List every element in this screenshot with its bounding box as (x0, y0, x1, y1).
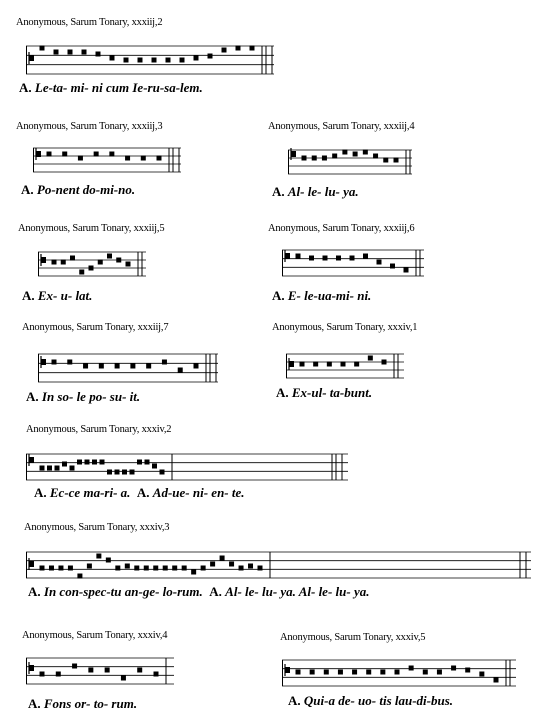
chant-lyrics: A. Qui-a de- uo- tis lau-di-bus. (288, 693, 454, 708)
neume-note (70, 256, 75, 261)
chant-heading: Anonymous, Sarum Tonary, xxxiij,6 (268, 223, 415, 234)
neume-note (182, 566, 187, 571)
neume-note (296, 670, 301, 675)
neume-note (208, 54, 213, 59)
neume-note (404, 268, 409, 273)
neume-note (62, 152, 67, 157)
clef-mark (285, 253, 290, 259)
neume-note (338, 670, 343, 675)
neume-note (236, 46, 241, 51)
neume-note (106, 558, 111, 563)
neume-note (296, 254, 301, 259)
music-staff (38, 352, 218, 384)
chant-lyrics: A. Ex- u- lat. (22, 288, 93, 303)
music-staff (282, 248, 424, 278)
neume-note (300, 362, 305, 367)
chant-heading: Anonymous, Sarum Tonary, xxxiv,5 (280, 632, 426, 643)
neume-note (92, 460, 97, 465)
chant-lyrics: A. Fons or- to- rum. (28, 696, 138, 711)
neume-note (153, 566, 158, 571)
neume-note (191, 570, 196, 575)
chant-heading: Anonymous, Sarum Tonary, xxxiij,3 (16, 121, 163, 132)
neume-note (394, 158, 399, 163)
neume-note (380, 670, 385, 675)
chant-heading: Anonymous, Sarum Tonary, xxxiij,4 (268, 121, 415, 132)
chant-lyrics: A. In so- le po- su- it. (26, 389, 141, 404)
neume-note (96, 52, 101, 57)
neume-note (494, 678, 499, 683)
clef-mark (29, 561, 34, 567)
neume-note (107, 254, 112, 259)
neume-note (220, 556, 225, 561)
neume-note (248, 564, 253, 569)
neume-note (201, 566, 206, 571)
neume-note (55, 466, 60, 471)
neume-note (194, 364, 199, 369)
neume-note (163, 566, 168, 571)
neume-note (99, 364, 104, 369)
neume-note (423, 670, 428, 675)
neume-note (141, 156, 146, 161)
neume-note (98, 260, 103, 265)
neume-note (115, 470, 120, 475)
neume-note (130, 470, 135, 475)
neume-note (68, 566, 73, 571)
neume-note (377, 260, 382, 265)
neume-note (350, 256, 355, 261)
music-staff (26, 452, 348, 482)
neume-note (40, 466, 45, 471)
clef-mark (289, 361, 294, 367)
neume-note (313, 362, 318, 367)
clef-mark (291, 151, 296, 157)
music-staff (26, 44, 274, 76)
neume-note (115, 364, 120, 369)
neume-note (125, 564, 130, 569)
neume-note (62, 462, 67, 467)
neume-note (154, 672, 159, 677)
clef-mark (36, 151, 41, 157)
neume-note (82, 50, 87, 55)
music-staff (33, 146, 181, 174)
neume-note (250, 46, 255, 51)
neume-note (137, 460, 142, 465)
neume-note (126, 262, 131, 267)
chant-heading: Anonymous, Sarum Tonary, xxxiij,5 (18, 223, 165, 234)
neume-note (96, 554, 101, 559)
neume-note (222, 48, 227, 53)
chant-heading: Anonymous, Sarum Tonary, xxxiv,1 (272, 322, 418, 333)
neume-note (115, 566, 120, 571)
neume-note (125, 156, 130, 161)
neume-note (77, 460, 82, 465)
neume-note (49, 566, 54, 571)
neume-note (144, 566, 149, 571)
neume-note (312, 156, 317, 161)
neume-note (157, 156, 162, 161)
neume-note (124, 58, 129, 63)
neume-note (72, 664, 77, 669)
neume-note (180, 58, 185, 63)
neume-note (52, 360, 57, 365)
neume-note (368, 356, 373, 361)
neume-note (239, 566, 244, 571)
chant-lyrics: A. Al- le- lu- ya. (272, 184, 359, 199)
clef-mark (285, 667, 290, 673)
neume-note (479, 672, 484, 677)
neume-note (87, 564, 92, 569)
neume-note (332, 154, 337, 159)
neume-note (409, 666, 414, 671)
neume-note (322, 156, 327, 161)
neume-note (382, 360, 387, 365)
neume-note (116, 258, 121, 263)
neume-note (324, 670, 329, 675)
neume-note (88, 668, 93, 673)
neume-note (354, 362, 359, 367)
neume-note (465, 668, 470, 673)
clef-mark (41, 257, 46, 263)
neume-note (146, 364, 151, 369)
neume-note (77, 574, 82, 579)
neume-note (67, 360, 72, 365)
neume-note (383, 158, 388, 163)
neume-note (166, 58, 171, 63)
neume-note (100, 460, 105, 465)
neume-note (58, 566, 63, 571)
chant-lyrics: A. Ec-ce ma-ri- a. A. Ad-ue- ni- en- te. (34, 485, 245, 500)
neume-note (323, 256, 328, 261)
chant-heading: Anonymous, Sarum Tonary, xxxiv,2 (26, 424, 172, 435)
neume-note (79, 270, 84, 275)
neume-note (105, 668, 110, 673)
neume-note (134, 566, 139, 571)
neume-note (109, 152, 114, 157)
neume-note (107, 470, 112, 475)
neume-note (451, 666, 456, 671)
neume-note (61, 260, 66, 265)
neume-note (160, 470, 165, 475)
music-staff (282, 658, 516, 688)
neume-note (152, 464, 157, 469)
neume-note (47, 152, 52, 157)
music-staff (26, 550, 531, 580)
neume-note (40, 672, 45, 677)
chant-lyrics: A. In con-spec-tu an-ge- lo-rum. A. Al- le- lu- ya. Al- le- lu- ya. (28, 584, 370, 599)
neume-note (352, 670, 357, 675)
neume-note (258, 566, 263, 571)
chant-lyrics: A. Po-nent do-mi-no. (21, 182, 136, 197)
clef-mark (29, 665, 34, 671)
neume-note (178, 368, 183, 373)
clef-mark (29, 55, 34, 61)
neume-note (85, 460, 90, 465)
music-staff (38, 250, 146, 278)
neume-note (47, 466, 52, 471)
neume-note (162, 360, 167, 365)
neume-note (327, 362, 332, 367)
clef-mark (41, 359, 46, 365)
chant-heading: Anonymous, Sarum Tonary, xxxiv,3 (24, 522, 170, 533)
neume-note (353, 152, 358, 157)
chant-lyrics: A. Ex-ul- ta-bunt. (276, 385, 373, 400)
neume-note (83, 364, 88, 369)
neume-note (40, 46, 45, 51)
neume-note (310, 670, 315, 675)
music-staff (286, 352, 404, 380)
neume-note (130, 364, 135, 369)
neume-note (363, 254, 368, 259)
neume-note (68, 50, 73, 55)
neume-note (373, 154, 378, 159)
neume-note (145, 460, 150, 465)
neume-note (437, 670, 442, 675)
neume-note (78, 156, 83, 161)
neume-note (40, 566, 45, 571)
clef-mark (29, 457, 34, 463)
neume-note (56, 672, 61, 677)
neume-note (395, 670, 400, 675)
neume-note (121, 676, 126, 681)
neume-note (366, 670, 371, 675)
neume-note (152, 58, 157, 63)
neume-note (210, 562, 215, 567)
neume-note (302, 156, 307, 161)
neume-note (137, 668, 142, 673)
neume-note (54, 50, 59, 55)
chant-lyrics: A. Le-ta- mi- ni cum Ie-ru-sa-lem. (19, 80, 203, 95)
neume-note (390, 264, 395, 269)
neume-note (89, 266, 94, 271)
neume-note (110, 56, 115, 61)
neume-note (172, 566, 177, 571)
music-staff (26, 656, 174, 686)
chant-heading: Anonymous, Sarum Tonary, xxxiv,4 (22, 630, 168, 641)
music-staff (288, 148, 412, 176)
neume-note (309, 256, 314, 261)
chant-lyrics: A. E- le-ua-mi- ni. (272, 288, 372, 303)
neume-note (341, 362, 346, 367)
neume-note (194, 56, 199, 61)
neume-note (229, 562, 234, 567)
neume-note (52, 260, 57, 265)
neume-note (94, 152, 99, 157)
chant-heading: Anonymous, Sarum Tonary, xxxiij,2 (16, 17, 163, 28)
neume-note (70, 466, 75, 471)
neume-note (363, 150, 368, 155)
neume-note (342, 150, 347, 155)
chant-heading: Anonymous, Sarum Tonary, xxxiij,7 (22, 322, 169, 333)
neume-note (336, 256, 341, 261)
neume-note (122, 470, 127, 475)
neume-note (138, 58, 143, 63)
